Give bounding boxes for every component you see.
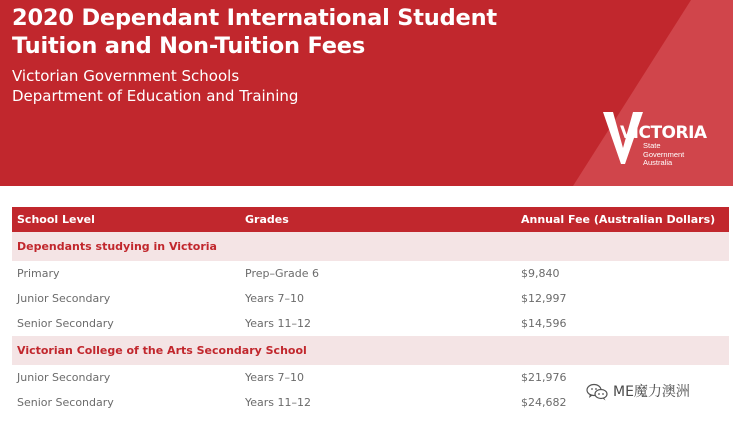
title-line-1: 2020 Dependant International Student bbox=[12, 5, 497, 31]
section-title: Victorian College of the Arts Secondary School bbox=[12, 336, 729, 365]
title-line-2: Tuition and Non-Tuition Fees bbox=[12, 33, 366, 59]
fee-cell: $12,997 bbox=[521, 292, 567, 305]
logo-sub-line-3: Australia bbox=[643, 158, 673, 167]
victoria-logo bbox=[603, 112, 707, 172]
fee-cell: $9,840 bbox=[521, 267, 560, 280]
subtitle-line-1: Victorian Government Schools bbox=[12, 67, 240, 85]
fee-cell: $21,976 bbox=[521, 371, 567, 384]
table-row bbox=[12, 286, 729, 311]
fee-cell: $24,682 bbox=[521, 396, 567, 409]
school-level-cell: Junior Secondary bbox=[17, 292, 111, 305]
watermark bbox=[586, 380, 726, 404]
section-row-vca bbox=[12, 336, 729, 365]
chat-bubbles-icon bbox=[586, 383, 608, 401]
header-school-level: School Level bbox=[12, 207, 240, 232]
logo-sub-line-2: Government bbox=[643, 149, 685, 159]
table-row bbox=[12, 261, 729, 286]
section-row-victoria bbox=[12, 232, 729, 261]
school-level-cell: Senior Secondary bbox=[17, 396, 114, 409]
grades-cell: Prep–Grade 6 bbox=[245, 267, 320, 280]
fee-cell: $14,596 bbox=[521, 317, 567, 330]
header-annual-fee: Annual Fee (Australian Dollars) bbox=[516, 207, 729, 232]
school-level-cell: Junior Secondary bbox=[17, 371, 111, 384]
table-row bbox=[12, 311, 729, 336]
watermark-text: ME魔力澳洲 bbox=[613, 384, 690, 400]
header-banner bbox=[0, 0, 733, 186]
logo-wordmark: VICTORIA bbox=[620, 123, 707, 143]
grades-cell: Years 7–10 bbox=[245, 292, 305, 305]
grades-cell: Years 7–10 bbox=[245, 371, 305, 384]
school-level-cell: Primary bbox=[17, 267, 60, 280]
table-header-row bbox=[12, 207, 729, 232]
section-title: Dependants studying in Victoria bbox=[12, 232, 729, 261]
logo-subtext bbox=[643, 142, 684, 168]
grades-cell: Years 11–12 bbox=[245, 396, 312, 409]
logo-sub-line-1: State bbox=[643, 141, 661, 150]
page-title bbox=[12, 4, 497, 60]
page-subtitle bbox=[12, 66, 298, 106]
school-level-cell: Senior Secondary bbox=[17, 317, 114, 330]
subtitle-line-2: Department of Education and Training bbox=[12, 87, 299, 105]
grades-cell: Years 11–12 bbox=[245, 317, 312, 330]
header-grades: Grades bbox=[240, 207, 516, 232]
